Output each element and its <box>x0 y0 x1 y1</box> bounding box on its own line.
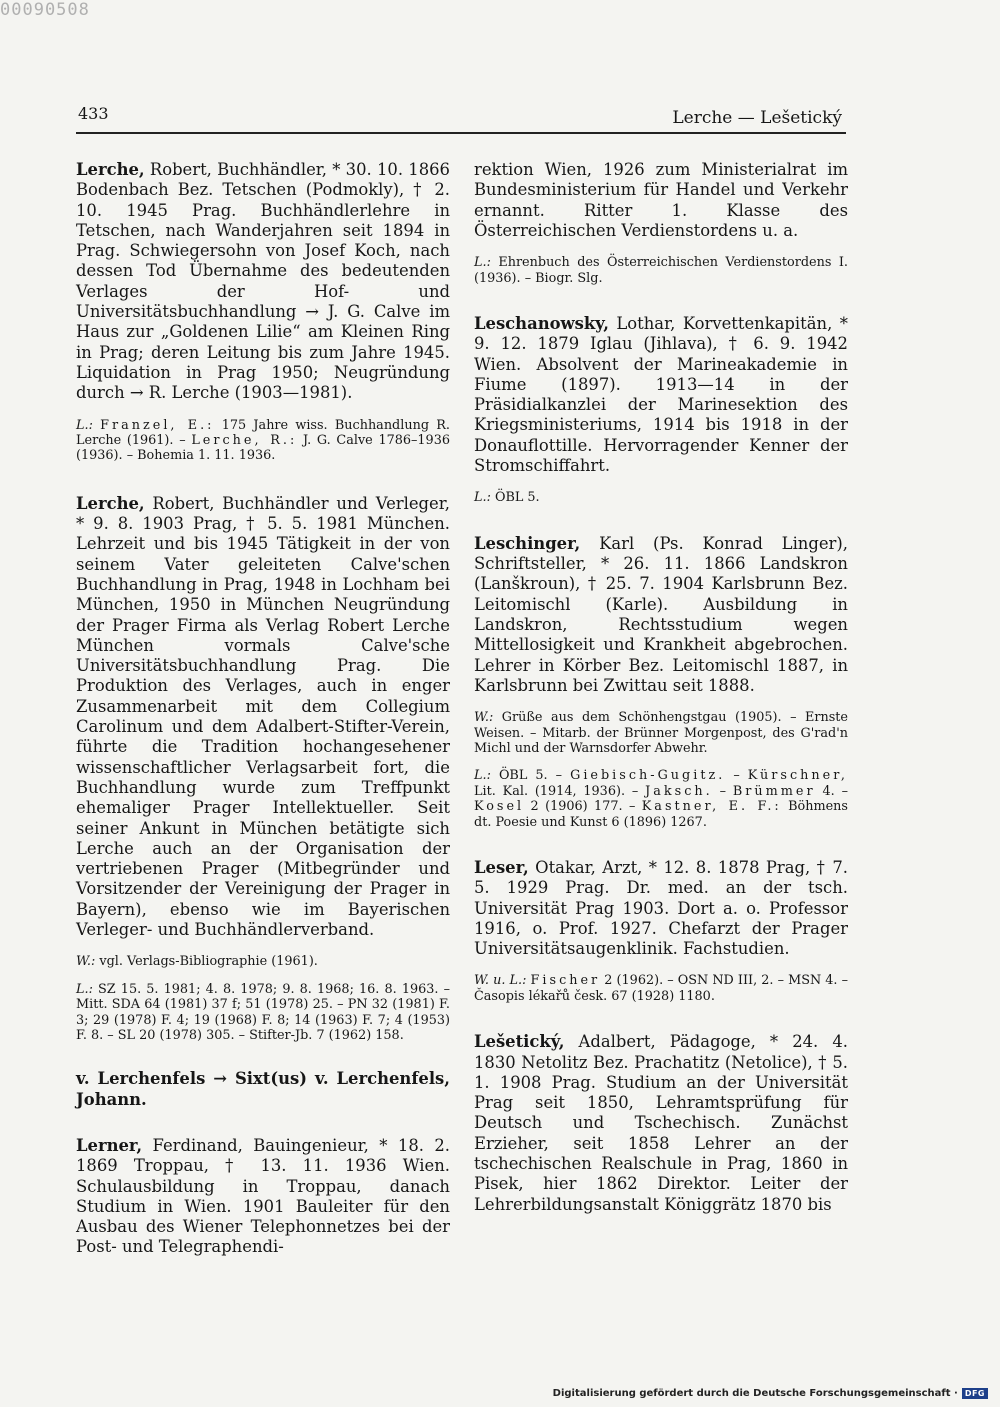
literature-note <box>474 255 848 286</box>
running-head: Lerche — Lešetický <box>672 108 842 128</box>
entry-headword: Leschinger, <box>474 533 581 553</box>
note-text: SZ 15. 5. 1981; 4. 8. 1978; 9. 8. 1968; 16. 8. 1963. – Mitt. SDA 64 (1981) 37 f; 51 (1978) 25. – PN 32 (1981) F. 3; 29 (1978) F. 4; 19 (1968) F. 8; 14 (1963) F. 7; 4 (1953) F. 8. – SL 20 (1978) 305. – Stifter-Jb. 7 (1962) 158. <box>76 981 450 1043</box>
author-name: Franzel, E.: <box>100 417 215 433</box>
note-text: ÖBL 5. <box>490 490 540 506</box>
works-note <box>76 954 450 969</box>
entry-lesheticky-adalbert <box>474 1032 848 1215</box>
entry-body: rektion Wien, 1926 zum Ministerialrat im Bundesministerium für Handel und Verkehr ernannt. Ritter 1. Klasse des Österreichischen Verdienstordens u. a. <box>474 160 848 240</box>
note-text: Grüße aus dem Schönhengstgau (1905). – Ernste Weisen. – Mitarb. der Brünner Morgenpost, des G'rad'n Michl und der Warnsdorfer Abwehr. <box>474 710 848 756</box>
note-text: vgl. Verlags-Bibliographie (1961). <box>95 954 318 970</box>
author-name: Giebisch-Gugitz. <box>570 768 726 784</box>
left-column <box>76 160 450 1258</box>
author-name: Kastner, E. F.: <box>641 799 782 815</box>
entry-headword: Lerner, <box>76 1135 143 1155</box>
note-text: ÖBL 5. – <box>490 768 571 784</box>
entry-lerche-robert-1866 <box>76 160 450 404</box>
literature-note <box>474 768 848 830</box>
entry-headword: Leser, <box>474 858 529 877</box>
entry-body: Karl (Ps. Konrad Linger), Schriftsteller, * 26. 11. 1866 Landskron (Lanškroun), † 25. 7. 1904 Karlsbrunn Bez. Leitomischl (Karle). Ausbildung in Landskron, Rechtsstudium wegen Mittellosigkeit und Krankheit abgebrochen. Lehrer in Körber Bez. Leitomischl 1887, in Karlsbrunn bei Zwittau seit 1888. <box>474 533 848 695</box>
literature-note <box>76 418 450 464</box>
note-label: W. u. L.: <box>474 973 527 989</box>
note-text: J. G. Calve 1786–1936 (1936). – Bohemia 1. 11. 1936. <box>76 432 450 464</box>
entry-body: Robert, Buchhändler, * 30. 10. 1866 Bodenbach Bez. Tetschen (Podmokly), † 2. 10. 1945 Prag. Buchhändlerlehre in Tetschen, nach Wanderjahren seit 1894 in Prag. Schwiegersohn von Josef Koch, nach dessen Tod Übernahme des bedeutenden Verlages der Hof- und Universitätsbuchhandlung → J. G. Calve im Haus zur „Goldenen Lilie“ am Kleinen Ring in Prag; deren Leitung bis zum Jahre 1945. Liquidation in Prag 1950; Neugründung durch → R. Lerche (1903—1981). <box>76 160 450 403</box>
works-literature-note <box>474 973 848 1004</box>
entry-body: Otakar, Arzt, * 12. 8. 1878 Prag, † 7. 5. 1929 Prag. Dr. med. an der tsch. Universität Prag 1903. Dort a. o. Professor 1916, o. Prof. 1927. Chefarzt der Prager Universitätsaugenklinik. Fachstudien. <box>474 858 848 959</box>
note-text: 4. – <box>815 783 848 799</box>
entry-headword: Lerche, <box>76 160 145 179</box>
note-text: – <box>712 783 733 799</box>
note-label: L.: <box>474 490 491 506</box>
note-label: L.: <box>474 255 491 271</box>
entry-headword: Lerche, <box>76 493 145 513</box>
entry-headword: v. Lerchenfels → Sixt(us) v. Lerchenfels, Johann. <box>76 1069 450 1109</box>
author-name: Jaksch. <box>645 783 713 799</box>
literature-note <box>474 490 848 505</box>
note-label: L.: <box>76 981 93 997</box>
note-label: L.: <box>474 768 491 784</box>
author-name: Lerche, R.: <box>191 432 298 448</box>
author-name: Kosel <box>474 799 525 815</box>
author-name: Brümmer <box>732 783 816 799</box>
note-label: W.: <box>474 710 494 726</box>
entry-body: Adalbert, Pädagoge, * 24. 4. 1830 Netolitz Bez. Prachatitz (Netolice), † 5. 1. 1908 Prag. Studium an der Universität Prag seit 1850, Lehramtsprüfung für Deutsch und Tschechisch. Zunächst Erzieher, seit 1858 Lehrer an der tschechischen Realschule in Prag, 1860 in Pisek, hier 1862 Direktor. Leiter der Lehrerbildungsanstalt Königgrätz 1870 bis <box>474 1032 848 1214</box>
dfg-logo-icon: DFG <box>962 1388 988 1399</box>
note-text: 2 (1906) 177. – <box>524 799 642 815</box>
entry-lerner-continued <box>474 160 848 241</box>
entry-body: Lothar, Korvettenkapitän, * 9. 12. 1879 Iglau (Jihlava), † 6. 9. 1942 Wien. Absolvent der Marineakademie in Fiume (1897). 1913—14 in der Präsidialkanzlei der Marinesektion des Kriegsministeriums, 1914 bis 1918 in der Donauflottille. Hervorragender Kenner der Stromschiffahrt. <box>474 314 848 476</box>
header-rule <box>76 132 846 134</box>
author-name: Kürschner, <box>747 768 848 784</box>
note-text: – <box>725 768 748 784</box>
note-label: L.: <box>76 417 93 433</box>
entry-lerchenfels <box>76 1069 450 1110</box>
note-text: Böhmens dt. Poesie und Kunst 6 (1896) 1267. <box>474 799 848 830</box>
entry-headword: Lešetický, <box>474 1032 565 1052</box>
entry-leser-otakar <box>474 858 848 959</box>
entry-lerche-robert-1903 <box>76 494 450 941</box>
entry-body: Robert, Buchhändler und Verleger, * 9. 8. 1903 Prag, † 5. 5. 1981 München. Lehrzeit und bis 1945 Tätigkeit in der von seinem Vater geleiteten Calve'schen Buchhandlung in Prag, 1948 in Lochham bei München, 1950 in München Neugründung der Prager Firma als Verlag Robert Lerche München vormals Calve'sche Universitätsbuchhandlung Prag. Die Produktion des Verlages, auch in enger Zusammenarbeit mit dem Collegium Carolinum und dem Adalbert-Stifter-Verein, führte die Tradition hochangesehener wissenschaftlicher Verlagsarbeit fort, die Buchhandlung wurde zum Treffpunkt ehemaliger Prager Intellektueller. Seit seiner Ankunt in München betätigte sich Lerche auch an der Organisation der vertriebenen Prager (Mitbegründer und Vorsitzender der Vereinigung der Prager in Bayern), ebenso wie im Bayerischen Verleger- und Buchhändlerverband. <box>76 493 450 940</box>
archive-stamp: 00090508 <box>0 0 90 20</box>
note-text: Ehrenbuch des Österreichischen Verdienstordens I. (1936). – Biogr. Slg. <box>474 255 848 286</box>
entry-leschinger-karl <box>474 534 848 696</box>
author-name: Fischer <box>530 973 601 989</box>
entry-lerner-ferdinand <box>76 1136 450 1258</box>
footer-text: Digitalisierung gefördert durch die Deutsche Forschungsgemeinschaft · <box>552 1388 958 1399</box>
note-text: 175 Jahre wiss. Buchhandlung R. Lerche (1961). – <box>76 417 450 448</box>
right-column <box>474 160 848 1215</box>
page-number: 433 <box>78 104 109 123</box>
note-text: 2 (1962). – OSN ND III, 2. – MSN 4. – Časopis lékařů česk. 67 (1928) 1180. <box>474 973 848 1004</box>
entry-leschanowsky-lothar <box>474 314 848 476</box>
entry-headword: Leschanowsky, <box>474 314 609 333</box>
literature-note <box>76 982 450 1044</box>
digitization-footer <box>553 1388 988 1399</box>
entry-body: Ferdinand, Bauingenieur, * 18. 2. 1869 Troppau, † 13. 11. 1936 Wien. Schulausbildung in Troppau, danach Studium in Wien. 1901 Bauleiter für den Ausbau des Wiener Telephonnetzes bei der Post- und Telegraphendi- <box>76 1135 450 1257</box>
note-label: W.: <box>76 954 96 970</box>
works-note <box>474 710 848 756</box>
note-text: Lit. Kal. (1914, 1936). – <box>474 783 646 799</box>
